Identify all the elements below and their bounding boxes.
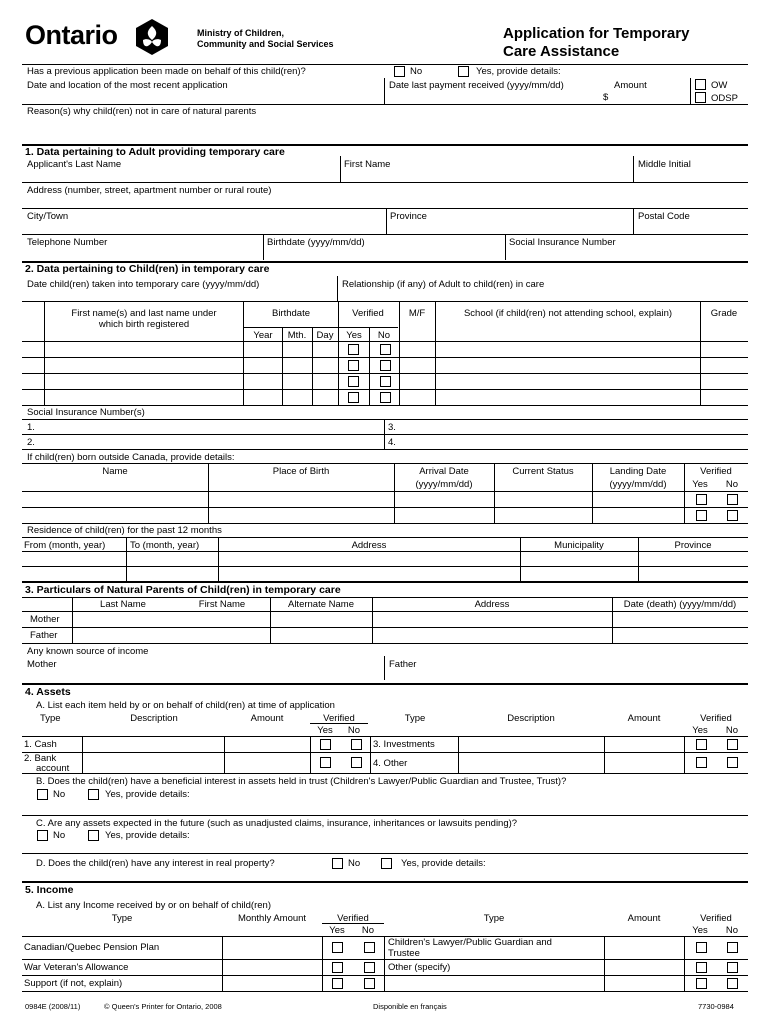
other-income-verified-yes-checkbox[interactable]: [696, 962, 707, 973]
bo-place-header: Place of Birth: [272, 466, 330, 477]
divider: [322, 936, 323, 991]
col-year-header: Year: [253, 330, 273, 341]
s4-type-header-2: Type: [404, 713, 426, 724]
divider: [22, 566, 748, 567]
divider: [22, 405, 748, 406]
dollar-sign: $: [603, 92, 609, 103]
divider: [684, 736, 685, 773]
income-childrens-lawyer-label2: Trustee: [388, 948, 420, 959]
divider: [22, 736, 748, 737]
section3-title: 3. Particulars of Natural Parents of Child(ren) in temporary care: [25, 584, 341, 596]
sin-3-field[interactable]: 3.: [388, 422, 396, 433]
bo-verified-yes-checkbox[interactable]: [696, 510, 707, 521]
s4-desc-header-2: Description: [507, 713, 555, 724]
income-source-label: Any known source of income: [27, 646, 149, 657]
child-verified-no-checkbox[interactable]: [380, 344, 391, 355]
divider: [22, 373, 748, 374]
divider: [322, 923, 384, 924]
s3-last-header: Last Name: [100, 599, 146, 610]
divider: [82, 736, 83, 773]
divider: [22, 959, 748, 960]
s4-verified-header: Verified: [323, 713, 355, 724]
res-province-header: Province: [674, 540, 712, 551]
bo-no-header: No: [725, 479, 739, 490]
divider: [458, 736, 459, 773]
divider: [690, 78, 691, 104]
applicant-first-name[interactable]: First Name: [344, 159, 391, 170]
child-verified-no-checkbox[interactable]: [380, 360, 391, 371]
bo-verified-yes-checkbox[interactable]: [696, 494, 707, 505]
applicant-last-name[interactable]: Applicant's Last Name: [27, 159, 122, 170]
divider: [22, 491, 748, 492]
divider: [604, 736, 605, 773]
prev-app-no-checkbox[interactable]: [394, 66, 405, 77]
res-address-header: Address: [351, 540, 387, 551]
col-name-header2: which birth registered: [98, 319, 190, 330]
col-school-header: School (if child(ren) not attending school, explain): [463, 308, 673, 319]
divider: [222, 936, 223, 991]
col-birthdate-header: Birthdate: [271, 308, 311, 319]
divider: [310, 736, 311, 773]
divider: [604, 936, 605, 991]
income-cpp-label: Canadian/Quebec Pension Plan: [24, 942, 160, 953]
s4-no-header: No: [347, 725, 361, 736]
applicant-city[interactable]: City/Town: [27, 211, 69, 222]
divider: [126, 537, 127, 581]
cpp-verified-yes-checkbox[interactable]: [332, 942, 343, 953]
s4-amount-header: Amount: [250, 713, 284, 724]
odsp-label: ODSP: [711, 93, 738, 104]
s4-c-question: C. Are any assets expected in the future (such as unadjusted claims, insurance, inheritances or lawsuits pending)?: [36, 818, 518, 829]
divider: [22, 104, 748, 105]
divider: [700, 301, 701, 405]
divider: [263, 234, 264, 260]
divider: [638, 537, 639, 581]
divider: [208, 463, 209, 523]
divider: [22, 419, 748, 420]
s4-amount-header-2: Amount: [627, 713, 661, 724]
divider: [22, 449, 748, 450]
bo-verified-header: Verified: [700, 466, 732, 477]
divider: [384, 656, 385, 680]
divider: [22, 627, 748, 628]
s4-desc-header: Description: [130, 713, 178, 724]
divider: [22, 597, 748, 598]
divider: [337, 276, 338, 301]
divider: [633, 208, 634, 234]
divider: [243, 301, 244, 405]
divider: [505, 234, 506, 260]
divider: [22, 537, 748, 538]
res-municipality-header: Municipality: [554, 540, 604, 551]
c-no-checkbox[interactable]: [37, 830, 48, 841]
asset-cash-label: 1. Cash: [24, 739, 57, 750]
divider: [244, 327, 338, 328]
bank-verified-no-checkbox[interactable]: [351, 757, 362, 768]
support2-verified-no-checkbox[interactable]: [727, 978, 738, 989]
support2-verified-yes-checkbox[interactable]: [696, 978, 707, 989]
french-availability: Disponible en français: [373, 1002, 447, 1011]
applicant-birthdate[interactable]: Birthdate (yyyy/mm/dd): [267, 237, 365, 248]
date-taken-label[interactable]: Date child(ren) taken into temporary care (yyyy/mm/dd): [27, 279, 260, 290]
res-to-header: To (month, year): [130, 540, 200, 551]
asset-bank-label2: account: [36, 763, 70, 774]
other-income-verified-no-checkbox[interactable]: [727, 962, 738, 973]
s5-monthly-header: Monthly Amount: [237, 913, 307, 924]
war-verified-yes-checkbox[interactable]: [332, 962, 343, 973]
bo-landing-header1: Landing Date: [609, 466, 667, 477]
divider: [370, 736, 371, 773]
cash-verified-no-checkbox[interactable]: [351, 739, 362, 750]
divider: [22, 643, 748, 644]
child-verified-yes-checkbox[interactable]: [348, 344, 359, 355]
divider: [310, 723, 368, 724]
s5-type-header-2: Type: [483, 913, 505, 924]
investments-verified-yes-checkbox[interactable]: [696, 739, 707, 750]
date-last-payment-label: Date last payment received (yyyy/mm/dd): [389, 80, 564, 91]
other-verified-no-checkbox[interactable]: [727, 757, 738, 768]
divider: [270, 597, 271, 643]
support-verified-yes-checkbox[interactable]: [332, 978, 343, 989]
child-verified-yes-checkbox[interactable]: [348, 360, 359, 371]
divider: [22, 611, 748, 612]
s3-father-label: Father: [30, 630, 58, 641]
ministry-line1: Ministry of Children,: [197, 28, 285, 38]
divider: [282, 327, 283, 405]
divider: [494, 463, 495, 523]
s4-verified-header-2: Verified: [700, 713, 732, 724]
divider: [22, 301, 748, 302]
divider: [612, 597, 613, 643]
d-yes-label: Yes, provide details:: [401, 858, 486, 869]
res-from-header: From (month, year): [24, 540, 106, 551]
s5-amount-header: Amount: [627, 913, 661, 924]
support-verified-no-checkbox[interactable]: [364, 978, 375, 989]
income-other-label: Other (specify): [388, 962, 451, 973]
ministry-line2: Community and Social Services: [197, 39, 334, 49]
divider: [22, 936, 748, 937]
divider: [22, 357, 748, 358]
divider: [224, 736, 225, 773]
divider: [22, 581, 748, 583]
applicant-address[interactable]: Address (number, street, apartment number or rural route): [27, 185, 272, 196]
prev-app-yes-label: Yes, provide details:: [476, 66, 561, 77]
s4-b-question: B. Does the child(ren) have a beneficial interest in assets held in trust (Children's Lawyer/Public Guardian and Trustee, Trust)?: [36, 776, 567, 787]
applicant-postal[interactable]: Postal Code: [638, 211, 690, 222]
s4-d-question: D. Does the child(ren) have any interest in real property?: [36, 858, 275, 869]
col-name-header1: First name(s) and last name under: [71, 308, 217, 319]
s4-a-label: A. List each item held by or on behalf of child(ren) at time of application: [36, 700, 335, 711]
divider: [22, 182, 748, 183]
s5-a-label: A. List any Income received by or on behalf of child(ren): [36, 900, 271, 911]
sin-heading: Social Insurance Number(s): [27, 407, 145, 418]
ow-label: OW: [711, 80, 728, 91]
sin-1-field[interactable]: 1.: [27, 422, 35, 433]
b-no-checkbox[interactable]: [37, 789, 48, 800]
divider: [520, 537, 521, 581]
reason-label[interactable]: Reason(s) why child(ren) not in care of natural parents: [27, 106, 257, 117]
child-verified-no-checkbox[interactable]: [380, 376, 391, 387]
investments-verified-no-checkbox[interactable]: [727, 739, 738, 750]
form-code: 7730-0984: [698, 1002, 734, 1011]
s5-yes-header: Yes: [329, 925, 345, 936]
applicant-province[interactable]: Province: [390, 211, 427, 222]
divider: [22, 773, 748, 774]
s4-type-header: Type: [40, 713, 61, 724]
divider: [386, 208, 387, 234]
war-verified-no-checkbox[interactable]: [364, 962, 375, 973]
s4-no-header-2: No: [725, 725, 739, 736]
divider: [22, 853, 748, 854]
s5-no-header-2: No: [725, 925, 739, 936]
divider: [22, 234, 748, 235]
divider: [22, 389, 748, 390]
asset-other-label: 4. Other: [373, 758, 408, 769]
divider: [394, 463, 395, 523]
divider: [22, 523, 748, 524]
divider: [633, 156, 634, 182]
divider: [44, 301, 45, 405]
income-father-field[interactable]: Father: [389, 659, 417, 670]
b-yes-checkbox[interactable]: [88, 789, 99, 800]
col-day-header: Day: [316, 330, 334, 341]
col-mf-header: M/F: [408, 308, 426, 319]
divider: [22, 463, 748, 464]
bank-verified-yes-checkbox[interactable]: [320, 757, 331, 768]
section1-title: 1. Data pertaining to Adult providing temporary care: [25, 146, 285, 158]
lawyer-verified-no-checkbox[interactable]: [727, 942, 738, 953]
copyright: © Queen's Printer for Ontario, 2008: [104, 1002, 222, 1011]
relationship-label[interactable]: Relationship (if any) of Adult to child(ren) in care: [342, 279, 545, 290]
income-support-label: Support (if not, explain): [24, 978, 123, 989]
divider: [384, 78, 385, 104]
prev-app-no-label: No: [410, 66, 423, 77]
divider: [592, 463, 593, 523]
bo-landing-header2: (yyyy/mm/dd): [609, 479, 667, 490]
col-no-header: No: [377, 330, 391, 341]
col-mth-header: Mth.: [287, 330, 307, 341]
asset-bank-label1: 2. Bank: [24, 753, 57, 764]
other-verified-yes-checkbox[interactable]: [696, 757, 707, 768]
s5-yes-header-2: Yes: [692, 925, 708, 936]
d-no-checkbox[interactable]: [332, 858, 343, 869]
s3-alternate-header: Alternate Name: [287, 599, 354, 610]
prev-app-yes-checkbox[interactable]: [458, 66, 469, 77]
form-number: 0984E (2008/11): [25, 1002, 81, 1011]
s3-address-header: Address: [474, 599, 510, 610]
divider: [22, 752, 748, 753]
prev-app-question: Has a previous application been made on behalf of this child(ren)?: [27, 66, 306, 77]
income-mother-field[interactable]: Mother: [27, 659, 57, 670]
s4-yes-header-2: Yes: [692, 725, 708, 736]
divider: [22, 881, 748, 883]
bo-status-header: Current Status: [512, 466, 574, 477]
d-yes-checkbox[interactable]: [381, 858, 392, 869]
divider: [312, 327, 313, 405]
divider: [384, 936, 385, 991]
ontario-logo-text: Ontario: [25, 20, 118, 50]
divider: [369, 327, 370, 405]
s4-yes-header: Yes: [317, 725, 333, 736]
s5-verified-header: Verified: [337, 913, 369, 924]
child-verified-yes-checkbox[interactable]: [348, 376, 359, 387]
child-verified-yes-checkbox[interactable]: [348, 392, 359, 403]
c-yes-checkbox[interactable]: [88, 830, 99, 841]
divider: [338, 301, 339, 405]
divider: [399, 301, 400, 405]
c-yes-label: Yes, provide details:: [105, 830, 190, 841]
income-childrens-lawyer-label1: Children's Lawyer/Public Guardian and: [388, 937, 552, 948]
sin-4-field[interactable]: 4.: [388, 437, 396, 448]
section2-title: 2. Data pertaining to Child(ren) in temporary care: [25, 263, 270, 275]
cash-verified-yes-checkbox[interactable]: [320, 739, 331, 750]
applicant-middle-initial[interactable]: Middle Initial: [638, 159, 691, 170]
divider: [338, 327, 398, 328]
form-title-line2: Care Assistance: [503, 43, 620, 60]
d-no-label: No: [348, 858, 361, 869]
divider: [22, 208, 748, 209]
divider: [22, 64, 748, 65]
divider: [435, 301, 436, 405]
bo-arrival-header1: Arrival Date: [419, 466, 469, 477]
form-title-line1: Application for Temporary: [503, 25, 690, 42]
col-verified-header: Verified: [352, 308, 384, 319]
b-no-label: No: [53, 789, 66, 800]
s5-type-header: Type: [111, 913, 133, 924]
divider: [22, 341, 748, 342]
col-yes-header: Yes: [346, 330, 362, 341]
divider: [684, 936, 685, 991]
born-outside-label: If child(ren) born outside Canada, provide details:: [27, 452, 235, 463]
bo-yes-header: Yes: [692, 479, 708, 490]
lawyer-verified-yes-checkbox[interactable]: [696, 942, 707, 953]
s3-mother-label: Mother: [30, 614, 60, 625]
date-location-label: Date and location of the most recent application: [27, 80, 228, 91]
residence-label: Residence of child(ren) for the past 12 months: [27, 525, 222, 536]
divider: [72, 597, 73, 643]
divider: [22, 991, 748, 992]
b-yes-label: Yes, provide details:: [105, 789, 190, 800]
odsp-checkbox[interactable]: [695, 92, 706, 103]
trillium-icon: [133, 18, 171, 59]
applicant-sin[interactable]: Social Insurance Number: [509, 237, 616, 248]
applicant-phone[interactable]: Telephone Number: [27, 237, 108, 248]
bo-verified-no-checkbox[interactable]: [727, 510, 738, 521]
divider: [22, 507, 748, 508]
divider: [372, 597, 373, 643]
amount-label: Amount: [614, 80, 647, 91]
s3-first-header: First Name: [198, 599, 246, 610]
bo-arrival-header2: (yyyy/mm/dd): [415, 479, 473, 490]
child-verified-no-checkbox[interactable]: [380, 392, 391, 403]
divider: [22, 434, 748, 435]
divider: [22, 683, 748, 685]
bo-verified-no-checkbox[interactable]: [727, 494, 738, 505]
divider: [22, 815, 748, 816]
sin-2-field[interactable]: 2.: [27, 437, 35, 448]
divider: [684, 463, 685, 523]
section4-title: 4. Assets: [25, 686, 71, 698]
s5-no-header: No: [361, 925, 375, 936]
section5-title: 5. Income: [25, 884, 74, 896]
income-war-label: War Veteran's Allowance: [24, 962, 129, 973]
col-grade-header: Grade: [710, 308, 738, 319]
cpp-verified-no-checkbox[interactable]: [364, 942, 375, 953]
divider: [22, 551, 748, 552]
bo-name-header: Name: [102, 466, 128, 477]
divider: [340, 156, 341, 182]
s3-death-header: Date (death) (yyyy/mm/dd): [623, 599, 737, 610]
asset-investments-label: 3. Investments: [373, 739, 435, 750]
ow-checkbox[interactable]: [695, 79, 706, 90]
divider: [22, 975, 748, 976]
s5-verified-header-2: Verified: [700, 913, 732, 924]
divider: [218, 537, 219, 581]
c-no-label: No: [53, 830, 66, 841]
